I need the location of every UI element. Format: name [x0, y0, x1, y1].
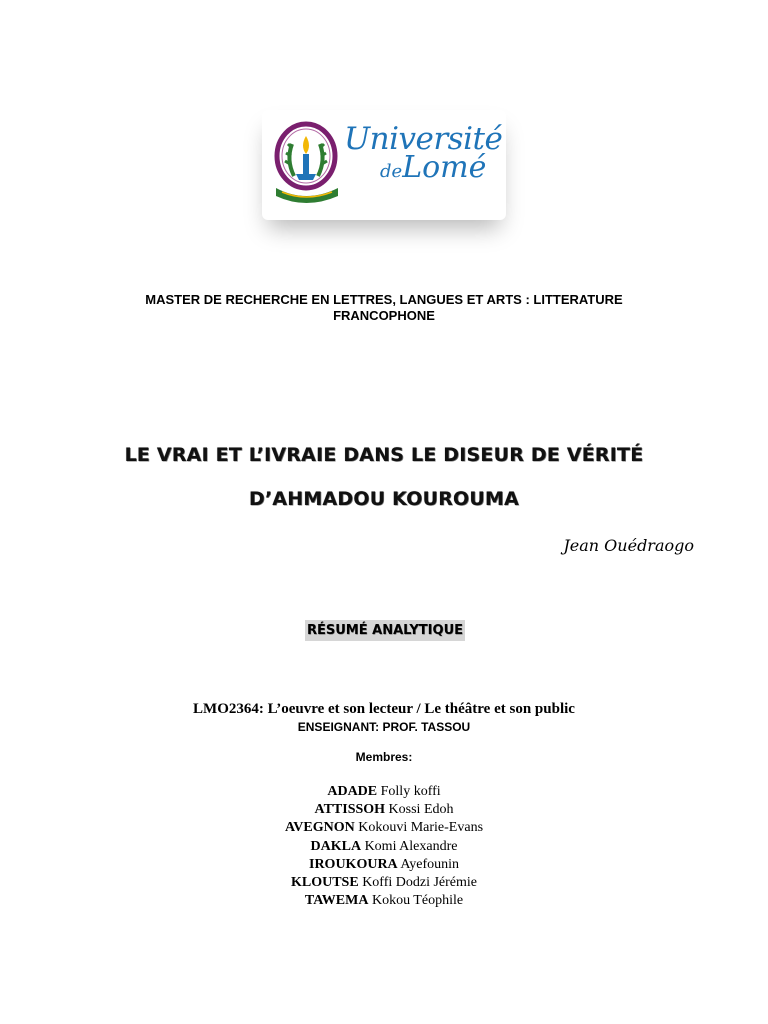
member-item — [0, 819, 768, 837]
member-given-name: Ayefounin — [400, 856, 459, 872]
logo-wordmark-de: de — [380, 161, 403, 182]
member-given-name: Folly koffi — [380, 784, 441, 799]
course-title: LMO2364: L’oeuvre et son lecteur / Le théâtre et son public — [193, 701, 575, 717]
member-given-name: Kossi Edoh — [388, 802, 454, 818]
members-list — [0, 783, 768, 910]
logo-wordmark-line2 — [380, 150, 502, 185]
member-surname: ATTISSOH — [314, 802, 386, 818]
program-heading-line2: FRANCOPHONE — [333, 308, 435, 323]
member-item — [0, 874, 768, 892]
member-given-name: Kokou Téophile — [371, 893, 464, 909]
logo-wordmark-lome: Lomé — [402, 150, 487, 185]
member-given-name: Koffi Dodzi Jérémie — [362, 875, 478, 891]
member-surname: TAWEMA — [304, 893, 369, 909]
program-heading-line1: MASTER DE RECHERCHE EN LETTRES, LANGUES ET ARTS : LITTERATURE — [145, 292, 623, 307]
university-emblem-icon — [272, 118, 346, 210]
document-title-line1: LE VRAI ET L’IVRAIE DANS LE DISEUR DE VÉRITÉ — [124, 444, 644, 466]
member-item — [0, 838, 768, 856]
members-label: Membres: — [355, 750, 413, 764]
member-surname: IROUKOURA — [309, 856, 398, 872]
member-given-name: Kokouvi Marie-Evans — [358, 820, 484, 836]
member-given-name: Komi Alexandre — [364, 838, 458, 854]
member-surname: KLOUTSE — [290, 875, 359, 891]
member-item — [0, 892, 768, 910]
document-title-line2: D’AHMADOU KOUROUMA — [248, 488, 520, 510]
teacher-name: ENSEIGNANT: PROF. TASSOU — [297, 720, 471, 734]
logo-wordmark-line1: Université — [344, 121, 503, 157]
member-surname: AVEGNON — [284, 820, 355, 836]
logo-wordmark — [344, 121, 503, 185]
program-heading — [0, 292, 768, 324]
member-item — [0, 856, 768, 874]
member-item — [0, 783, 768, 801]
university-logo — [262, 110, 506, 220]
member-item — [0, 801, 768, 819]
author-name: Jean Ouédraogo — [563, 536, 694, 555]
section-label: RÉSUMÉ ANALYTIQUE — [305, 620, 465, 641]
member-surname: ADADE — [327, 784, 378, 799]
member-surname: DAKLA — [310, 838, 362, 854]
